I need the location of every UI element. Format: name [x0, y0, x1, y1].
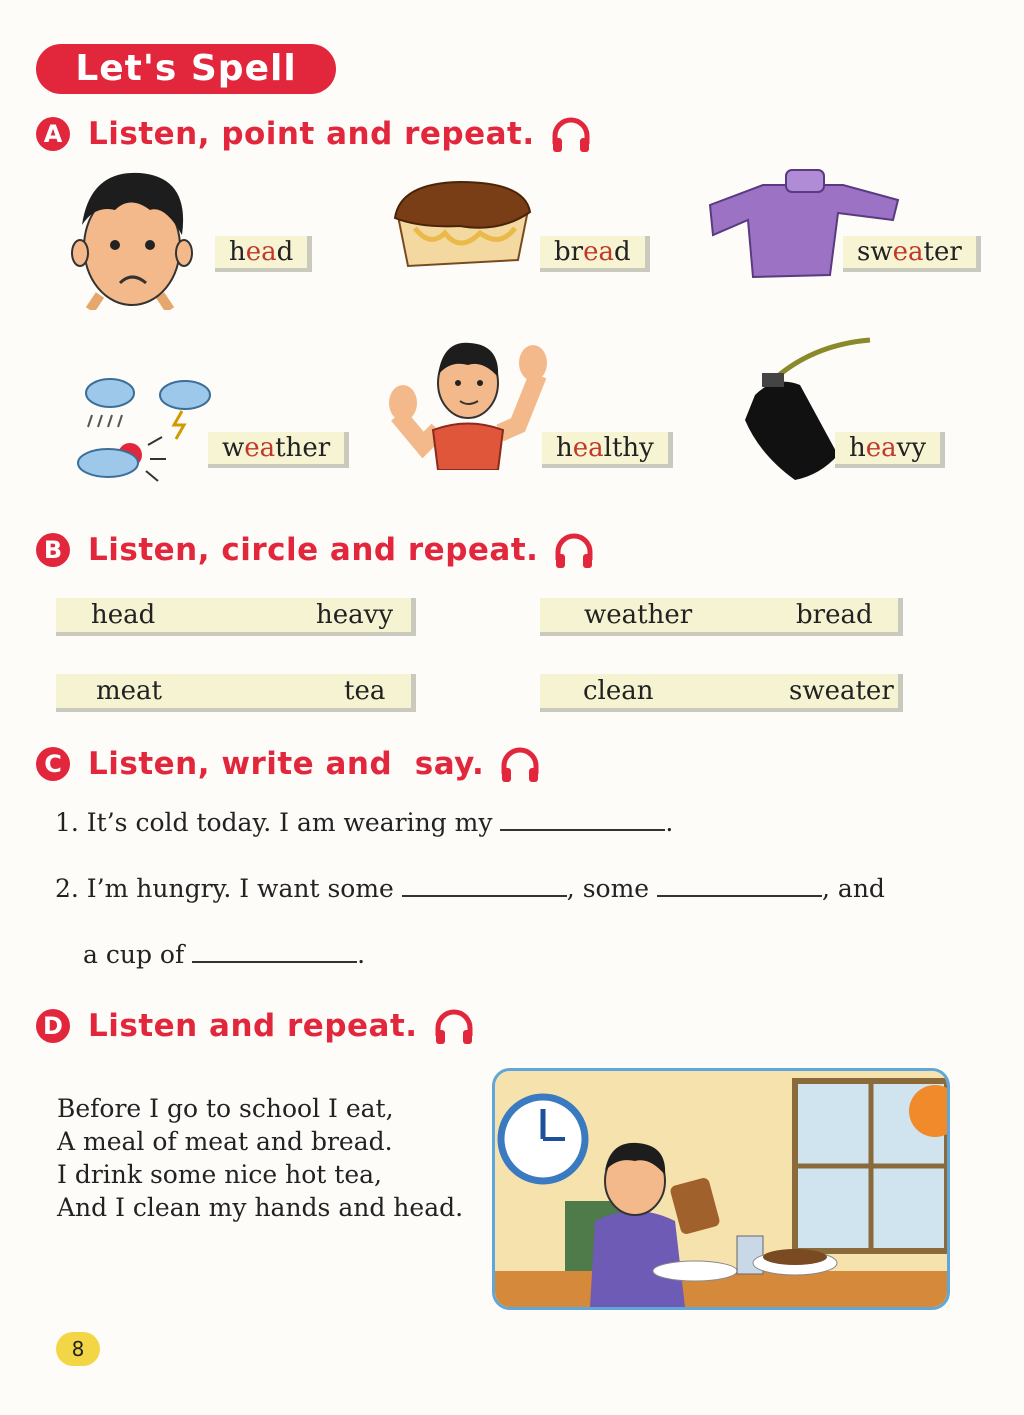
write-sentence-1: 1. It’s cold today. I am wearing my . [55, 808, 674, 837]
section-c-letter: C [36, 747, 70, 781]
circle-word[interactable]: meat [96, 676, 162, 706]
section-a-heading: Listen, point and repeat. [88, 116, 535, 152]
vocab-word-sweater: sweater [843, 236, 981, 272]
headphones-icon[interactable] [432, 1006, 476, 1046]
bread-picture [390, 178, 535, 273]
section-b-heading: Listen, circle and repeat. [88, 532, 539, 568]
answer-blank[interactable] [657, 894, 822, 897]
circle-pair [540, 598, 903, 636]
circle-pair [56, 598, 416, 636]
vocab-word-weather: weather [208, 432, 349, 468]
headphones-icon[interactable] [498, 744, 542, 784]
circle-word[interactable]: sweater [789, 676, 894, 706]
poem [57, 1092, 463, 1224]
vocab-word-healthy: healthy [542, 432, 673, 468]
circle-word[interactable]: head [91, 600, 156, 630]
poem-line: And I clean my hands and head. [57, 1193, 464, 1222]
section-c-heading: Listen, write and say. [88, 746, 485, 782]
boy-head-picture [70, 165, 195, 310]
breakfast-scene-drawing [495, 1071, 947, 1307]
breakfast-illustration [492, 1068, 950, 1310]
poem-line: I drink some nice hot tea, [57, 1160, 382, 1189]
page-title: Let's Spell [36, 44, 336, 94]
circle-word[interactable]: heavy [316, 600, 394, 630]
circle-word[interactable]: bread [796, 600, 873, 630]
poem-line: A meal of meat and bread. [57, 1127, 393, 1156]
circle-word[interactable]: clean [583, 676, 654, 706]
vocab-word-bread: bread [540, 236, 650, 272]
answer-blank[interactable] [192, 960, 357, 963]
section-a-header [36, 112, 593, 156]
circle-pair [56, 674, 416, 712]
vocab-word-heavy: heavy [835, 432, 945, 468]
page-number: 8 [56, 1332, 100, 1366]
section-a-letter: A [36, 117, 70, 151]
healthy-boy-picture [388, 335, 548, 470]
section-b-header [36, 528, 596, 572]
answer-blank[interactable] [402, 894, 567, 897]
circle-word[interactable]: tea [344, 676, 386, 706]
section-b-letter: B [36, 533, 70, 567]
answer-blank[interactable] [500, 828, 665, 831]
section-d-heading: Listen and repeat. [88, 1008, 418, 1044]
headphones-icon[interactable] [549, 114, 593, 154]
weather-picture [70, 375, 215, 485]
write-sentence-2: 2. I’m hungry. I want some , some , and [55, 874, 885, 903]
circle-pair [540, 674, 903, 712]
headphones-icon[interactable] [552, 530, 596, 570]
section-d-letter: D [36, 1009, 70, 1043]
vocab-word-head: head [215, 236, 312, 272]
poem-line: Before I go to school I eat, [57, 1094, 394, 1123]
circle-word[interactable]: weather [584, 600, 693, 630]
section-c-header [36, 742, 542, 786]
section-d-header [36, 1004, 476, 1048]
write-sentence-3: a cup of . [83, 940, 366, 969]
